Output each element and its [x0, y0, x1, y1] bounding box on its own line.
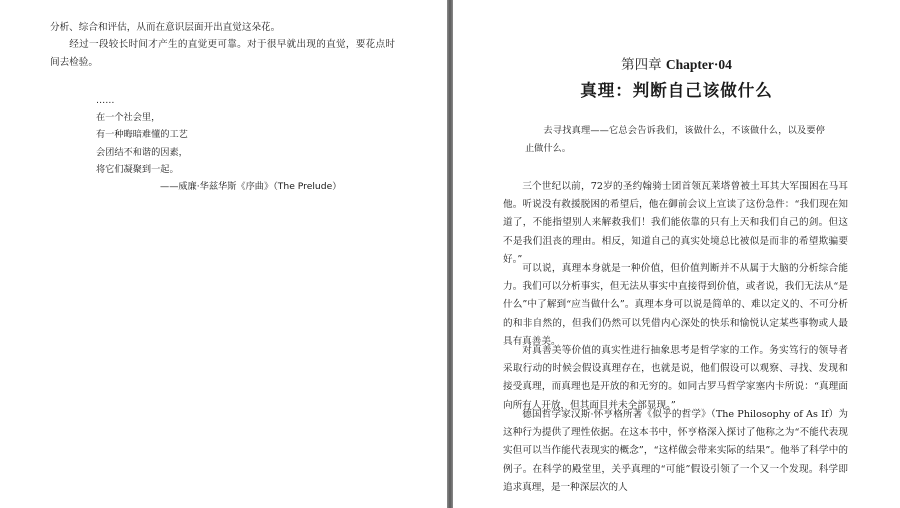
chapter-epigraph: 去寻找真理——它总会告诉我们，该做什么，不该做什么，以及要停止做什么。: [525, 125, 825, 154]
body-paragraph-1: 三个世纪以前，72岁的圣约翰骑士团首领瓦莱塔曾被土耳其大军围困在马耳他。听说没有救援脱困的希望后，他在御前会议上宣读了这份急件：“我们现在知道了，不能指望别人来解救我们！我们能依靠的只有上天和我们自己的剑。但这不是我们沮丧的理由。相反，知道自己的真实处境总比被似是而非的希望欺骗要好。”: [503, 181, 848, 265]
chapter-label: [453, 53, 900, 73]
body-paragraph-4: 德国哲学家汉斯·怀亨格所著《似乎的哲学》（The Philosophy of As If）为这种行为提供了理性依据。在这本书中，怀亨格深入探讨了他称之为“不能代表现实但可以当作能代表现实的概念”，“这样做会带来实际的结果”。他举了科学中的例子。在科学的殿堂里，关乎真理的“可能”假设引领了一个又一个发现。科学即追求真理，是一种深层次的人: [503, 409, 848, 493]
chapter-label-cn: 第四章: [621, 57, 662, 73]
poem-line-4: 将它们凝聚到一起。: [96, 163, 179, 175]
body-paragraph-2: 可以说，真理本身就是一种价值，但价值判断并不从属于大脑的分析综合能力。我们可以分析事实，但无法从事实中直接得到价值，或者说，我们无法从“是什么”中了解到“应当做什么”。真理本身可以说是简单的、难以定义的、不可分析的和非自然的，但我们仍然可以凭借内心深处的快乐和愉悦认定某些事物或人最具有真善美。: [503, 263, 848, 347]
body-paragraph-3: 对真善美等价值的真实性进行抽象思考是哲学家的工作。务实笃行的领导者采取行动的时候会假设真理存在，也就是说，他们假设可以观察、寻找、发现和接受真理，而真理也是开放的和无穷的。如同古罗马哲学家塞内卡所说：“真理面向所有人开放，但其面目并未全部显现。”: [503, 345, 848, 411]
left-para-2: 经过一段较长时间才产生的直觉更可靠。对于很早就出现的直觉，要花点时间去检验。: [50, 39, 395, 69]
chapter-title: 真理：判断自己该做什么: [580, 81, 773, 100]
poem-line-3: 会团结不和谐的因素，: [96, 146, 188, 158]
poem-line-2: 有一种晦暗难懂的工艺: [96, 129, 188, 141]
chapter-label-en: Chapter·04: [665, 57, 732, 72]
poem-line-1: 在一个社会里，: [96, 112, 161, 124]
poem-attribution: ——威廉·华兹华斯《序曲》（The Prelude）: [160, 181, 342, 193]
poem-ellipsis: ……: [96, 95, 115, 106]
right-page: [453, 0, 900, 508]
left-para-1: 分析、综合和评估，从而在意识层面开出直觉这朵花。: [50, 22, 281, 33]
left-page: [0, 0, 447, 508]
poem-quote: [96, 92, 396, 195]
